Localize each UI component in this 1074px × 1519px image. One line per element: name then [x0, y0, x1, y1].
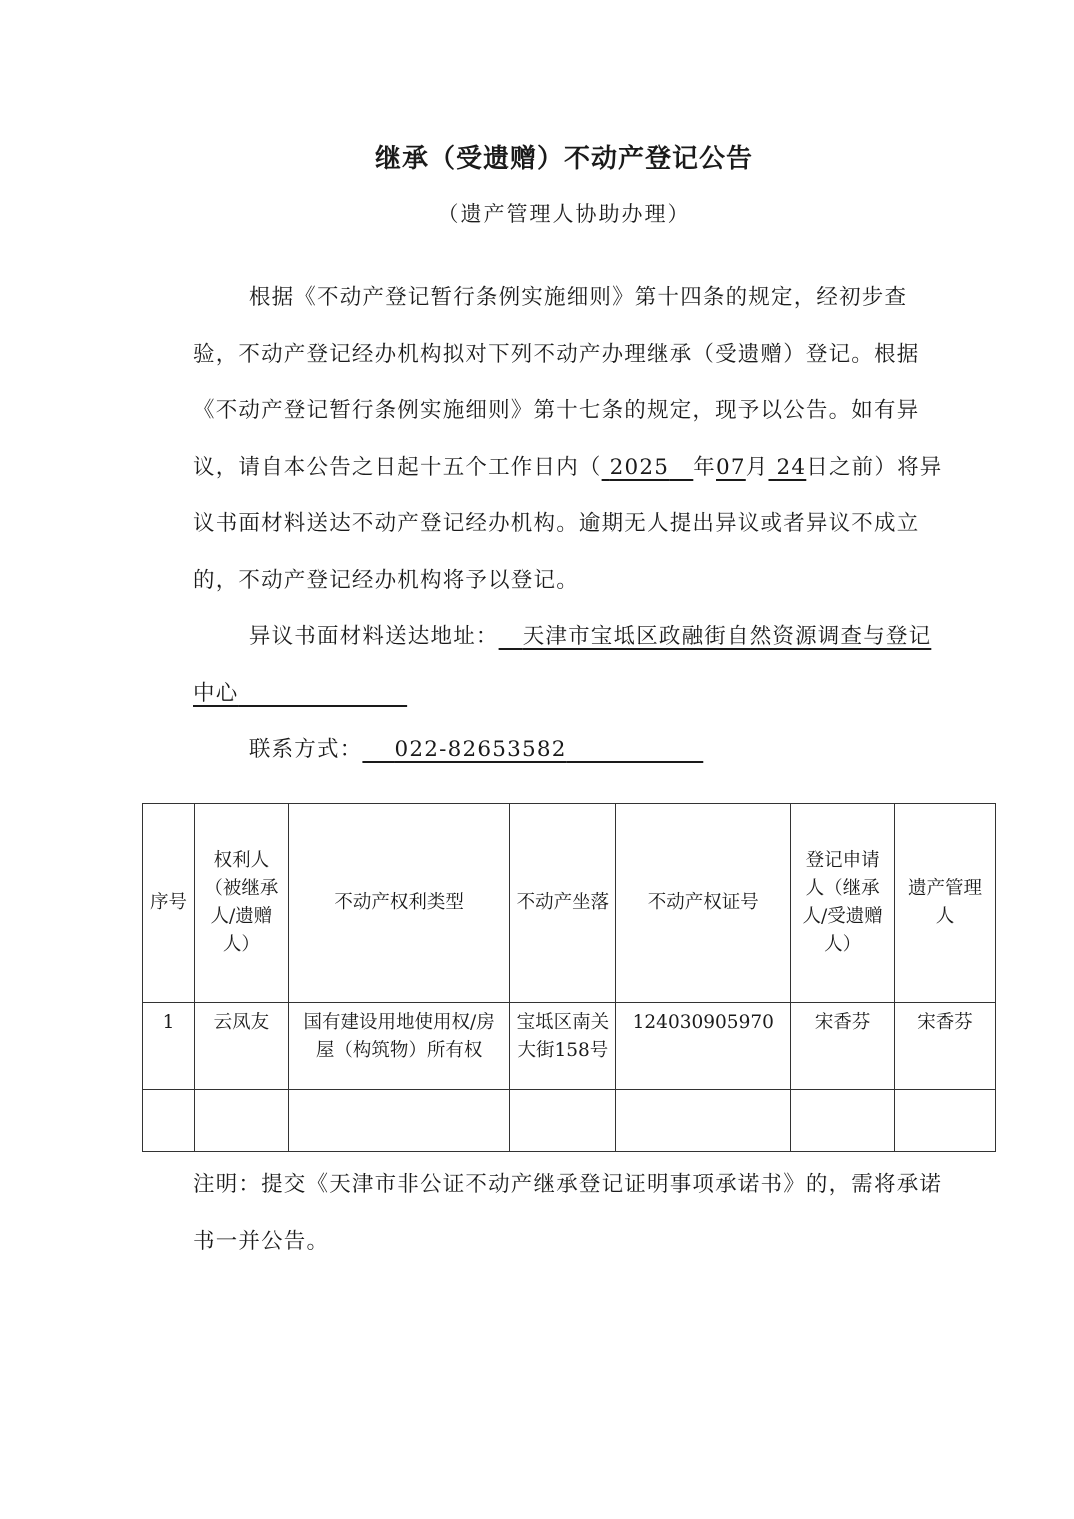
cell-applicant	[791, 1090, 895, 1152]
cell-right-type	[288, 1090, 510, 1152]
registration-table	[142, 803, 996, 1152]
address-line	[193, 609, 943, 722]
deadline-day: 24	[776, 454, 807, 480]
table-header-row	[143, 804, 996, 1003]
cell-right-holder: 云凤友	[194, 1003, 288, 1090]
header-applicant: 登记申请人（继承人/受遗赠人）	[791, 804, 895, 1003]
month-label: 月	[745, 454, 769, 480]
cell-estate-administrator: 宋香芬	[895, 1003, 996, 1090]
cell-right-type: 国有建设用地使用权/房屋（构筑物）所有权	[288, 1003, 510, 1090]
contact-label: 联系方式：	[248, 737, 363, 762]
cell-location: 宝坻区南关大街158号	[510, 1003, 616, 1090]
notice-text-part2: 日之前）将异议书面材料送达不动产登记经办机构。逾期无人提出异议或者异议不成立的，不动产登记经办机构将予以登记。	[193, 454, 943, 593]
header-index: 序号	[143, 804, 195, 1003]
footnote	[193, 1157, 943, 1270]
year-label: 年	[693, 454, 716, 480]
cell-index	[143, 1090, 195, 1152]
contact-value: 022-82653582	[394, 737, 567, 762]
footnote-text: 注明：提交《天津市非公证不动产继承登记证明事项承诺书》的，需将承诺书一并公告。	[193, 1172, 943, 1254]
notice-body	[193, 270, 943, 779]
deadline-year: 2025	[609, 454, 670, 480]
cell-right-holder	[194, 1090, 288, 1152]
notice-paragraph	[193, 270, 943, 609]
address-label: 异议书面材料送达地址：	[248, 624, 499, 649]
deadline-month: 07	[716, 454, 746, 480]
page-title: 继承（受遗赠）不动产登记公告	[374, 144, 753, 174]
contact-line	[193, 722, 943, 779]
header-estate-administrator: 遗产管理人	[895, 804, 996, 1003]
cell-certificate-no: 124030905970	[616, 1003, 791, 1090]
cell-location	[510, 1090, 616, 1152]
cell-applicant: 宋香芬	[791, 1003, 895, 1090]
table-row	[143, 1003, 996, 1090]
header-location: 不动产坐落	[510, 804, 616, 1003]
header-certificate-no: 不动产权证号	[616, 804, 791, 1003]
notice-text-part1: 根据《不动产登记暂行条例实施细则》第十四条的规定，经初步查验，不动产登记经办机构拟对下列不动产办理继承（受遗赠）登记。根据《不动产登记暂行条例实施细则》第十七条的规定，现予以公告。如有异议，请自本公告之日起十五个工作日内（	[193, 285, 920, 480]
cell-estate-administrator	[895, 1090, 996, 1152]
page-subtitle: （遗产管理人协助办理）	[437, 202, 691, 226]
cell-index: 1	[143, 1003, 195, 1090]
address-value: 天津市宝坻区政融街自然资源调查与登记中心	[193, 624, 932, 706]
header-right-holder: 权利人（被继承人/遗赠人）	[194, 804, 288, 1003]
cell-certificate-no	[616, 1090, 791, 1152]
table-row	[143, 1090, 996, 1152]
header-right-type: 不动产权利类型	[288, 804, 510, 1003]
